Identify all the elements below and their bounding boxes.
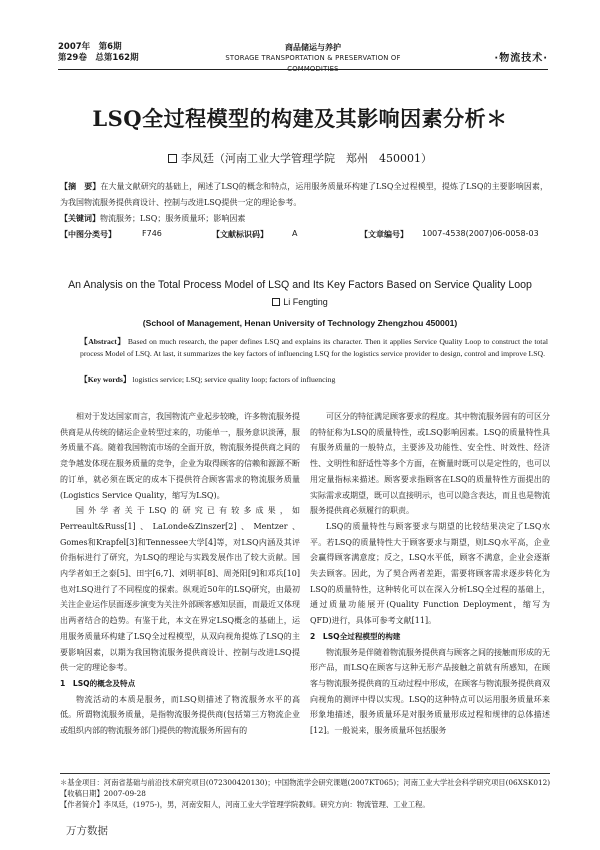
english-title: An Analysis on the Total Process Model of LSQ and Its Key Factors Based on Service Quality Loop	[68, 279, 532, 291]
abstract-en-label: 【Abstract】	[80, 337, 126, 346]
issue-volume-total: 第29卷 总第162期	[58, 53, 139, 63]
classification-row	[60, 229, 548, 241]
article-number-label: 【文章编号】	[360, 230, 408, 239]
paragraph: LSQ的质量特性与顾客要求与期望的比较结果决定了LSQ水平。若LSQ的质量特性大于顾客要求与期望，则LSQ水平高，企业会赢得顾客满意度；反之，LSQ水平低，顾客不满意，企业会逐渐失去顾客。因此，为了契合两者差距，需要将顾客需求逐步转化为LSQ的质量特性，这种转化可以在深入分析LSQ全过程的基础上，通过质量功能展开(Quality Function Deployment，缩写为QFD)进行，具体可参考文献[11]。	[310, 521, 550, 626]
abstract-cn-text: 在大量文献研究的基础上，阐述了LSQ的概念和特点，运用服务质量环构建了LSQ全过程模型，提炼了LSQ的主要影响因素，为我国物流服务提供商设计、控制与改进LSQ提供一定的理论参考。	[60, 182, 548, 207]
clc-value: F746	[142, 229, 162, 238]
body-column-left	[60, 409, 300, 739]
paragraph: 物流服务是伴随着物流服务提供商与顾客之间的接触而形成的无形产品，而LSQ在顾客与这种无形产品接触之前就有所感知，在顾客与物流服务提供商的互动过程中形成，在顾客与物流服务提供商双向视角的测评中得以实现。LSQ的这种特点可以运用服务质量环来形象地描述，服务质量环是对服务质量形成过程和规律的总体描述[12]。一般说来，服务质量环包括服务	[310, 647, 550, 736]
doc-code-value: A	[292, 229, 298, 238]
paragraph: 国外学者关于LSQ的研究已有较多成果，如Perreault&Russ[1]、LaLonde&Zinszer[2]、Mentzer、Gomes和Krapfel[3]和Tennessee大学[4]等，对LSQ内涵及其评价指标进行了研究，为LSQ的理论与实践发展作出了较大贡献。国内学者如王之泰[5]、田宇[6,7]、刘明菲[8]、周尧阳[9]和邓兵[10]也对LSQ进行了不同程度的探索。纵观近50年的LSQ研究，由最初关注企业运作层面逐步演变为关注外部顾客感知层面，而最近又体现出两者结合的趋势。有鉴于此，本文在界定LSQ概念的基础上，运用服务质量环构建了LSQ全过程模型，从双向视角提炼了LSQ的主要影响因素，以期为我国物流服务提供商设计、控制与改进LSQ提供一定的理论参考。	[60, 506, 300, 673]
paragraph: 相对于发达国家而言，我国物流产业起步较晚，许多物流服务提供商是从传统的储运企业转型过来的，功能单一，服务意识淡薄，服务质量不高。随着我国物流市场的全面开放，物流服务提供商之间的竞争越发体现在服务质量的竞争，企业为取得顾客的信赖和源源不断的订单，就必须在既定的成本下提供符合顾客需求的物流服务质量(Logistics Service Quality，缩写为LSQ)。	[60, 412, 300, 500]
column-name: ·物流技术·	[494, 53, 548, 64]
watermark: 万方数据	[66, 825, 108, 837]
keywords-cn-text: 物流服务；LSQ；服务质量环；影响因素	[100, 214, 246, 223]
journal-name	[208, 42, 418, 75]
abstract-en	[80, 336, 548, 360]
section-heading: 1 LSQ的概念及特点	[60, 678, 136, 688]
fund-note: ＊基金项目：河南省基础与前沿技术研究项目(072300420130)；中国物流学会研究课题(2007KT065)；河南工业大学社会科学研究项目(06XSK012)	[60, 778, 551, 787]
received-date: 【收稿日期】2007-09-28	[60, 789, 146, 798]
issue-info	[58, 42, 139, 64]
author-en-text: Li Fengting	[283, 297, 328, 307]
body-column-right	[310, 409, 550, 739]
square-marker-icon	[168, 154, 177, 163]
keywords-en-label: 【Key words】	[80, 375, 131, 384]
doc-code-label: 【文献标识码】	[212, 230, 268, 239]
journal-name-cn: 商品储运与养护	[285, 43, 341, 52]
running-header	[58, 40, 548, 73]
keywords-cn	[60, 212, 548, 225]
section-heading: 2 LSQ全过程模型的构建	[310, 631, 401, 641]
issue-year-number: 2007年 第6期	[58, 42, 122, 52]
journal-name-en: STORAGE TRANSPORTATION & PRESERVATION OF COMMODITIES	[225, 54, 401, 73]
footnotes	[60, 773, 550, 810]
abstract-en-text: Based on much research, the paper defines LSQ and explains its character. Then it applies Service Quality Loop to construct the total process Model of LSQ. At last, it summarizes the key factors of influencing LSQ for the logistics service provider to design, control and improve LSQ.	[80, 337, 548, 358]
author-line-en	[0, 297, 600, 307]
keywords-cn-label: 【关键词】	[60, 213, 100, 223]
author-line-cn	[0, 150, 600, 166]
affiliation-en: (School of Management, Henan University of Technology Zhengzhou 450001)	[142, 318, 458, 328]
paragraph: 可区分的特征满足顾客要求的程度。其中物流服务固有的可区分的特征称为LSQ的质量特性，或LSQ影响因素。LSQ的质量特性具有服务质量的一般特点，主要涉及功能性、安全性、时效性、经济性、文明性和舒适性等多个方面，在衡量时既可以是定性的，也可以用定量指标来描述。顾客要求指顾客在LSQ的质量特性方面提出的实际需求或期望，既可以直接明示，也可以隐含表达，而且也是物流服务提供商必须履行的职责。	[310, 412, 550, 516]
square-marker-icon	[272, 298, 280, 306]
keywords-en-text: logistics service; LSQ; service quality loop; factors of influencing	[130, 375, 336, 384]
article-number-value: 1007-4538(2007)06-0058-03	[422, 229, 539, 238]
author-cn-text: 李凤廷（河南工业大学管理学院 郑州 450001）	[181, 152, 432, 165]
author-bio: 【作者简介】李凤廷，(1975-)，男，河南安阳人，河南工业大学管理学院教师。研究方向：物流管理、工业工程。	[60, 800, 430, 809]
clc-label: 【中图分类号】	[60, 230, 116, 239]
page-title: LSQ全过程模型的构建及其影响因素分析＊	[92, 106, 508, 131]
keywords-en	[80, 374, 548, 386]
abstract-cn	[60, 178, 548, 211]
paragraph: 物流活动的本质是服务，而LSQ则描述了物流服务水平的高低。所谓物流服务质量，是指物流服务提供商(包括第三方物流企业或组织内部的物流服务部门)提供的物流服务所固有的	[60, 694, 300, 736]
abstract-cn-label: 【摘 要】	[60, 181, 101, 191]
